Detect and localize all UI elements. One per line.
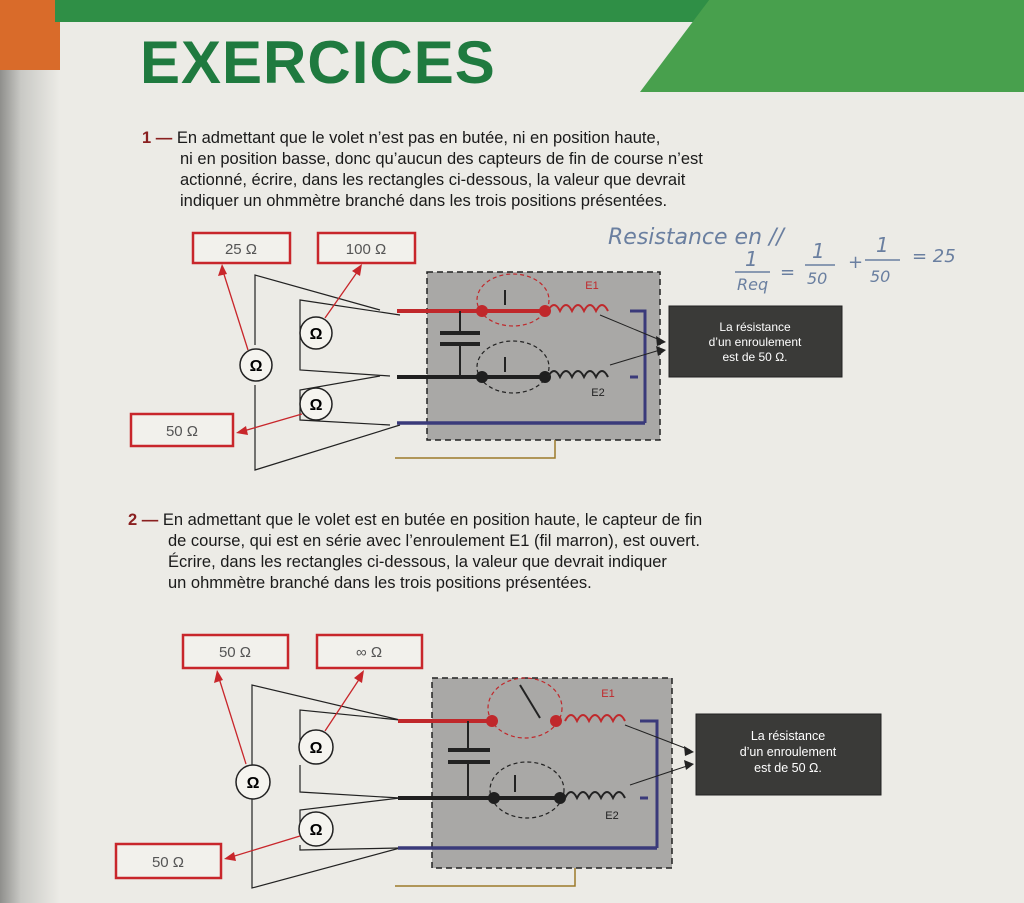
answer-value: 50 Ω — [218, 644, 252, 661]
svg-text:50: 50 — [807, 269, 828, 288]
ohm-symbol: Ω — [246, 775, 260, 792]
coil-label: E2 — [591, 387, 605, 399]
svg-text:+: + — [848, 252, 864, 273]
page-title: EXERCICES — [140, 29, 496, 96]
exercise-2-line: de course, qui est en série avec l’enroulement E1 (fil marron), est ouvert. — [168, 532, 700, 550]
answer-value: ∞ Ω — [355, 644, 383, 661]
svg-text:=: = — [780, 262, 796, 283]
answer-value: 25 Ω — [224, 241, 258, 258]
callout-line: d’un enroulement — [739, 745, 837, 759]
callout-line: est de 50 Ω. — [722, 350, 788, 364]
callout-line: est de 50 Ω. — [754, 761, 822, 775]
ohm-symbol: Ω — [309, 397, 323, 414]
callout-line: d’un enroulement — [708, 335, 802, 349]
answer-value: 50 Ω — [165, 423, 199, 440]
svg-text:= 25: = 25 — [912, 246, 956, 267]
svg-text:50: 50 — [870, 267, 891, 286]
svg-text:1: 1 — [812, 239, 825, 263]
callout-line: La résistance — [750, 729, 826, 743]
exercise-1-line: ni en position basse, donc qu’aucun des capteurs de fin de course n’est — [180, 150, 703, 168]
diagram-1 — [131, 225, 956, 470]
exercise-1-line: indiquer un ohmmètre branché dans les trois positions présentées. — [180, 192, 668, 210]
answer-value: 100 Ω — [345, 241, 387, 258]
exercise-1-number: 1 — — [142, 129, 173, 147]
ohm-symbol: Ω — [309, 822, 323, 839]
ohm-symbol: Ω — [249, 358, 263, 375]
callout-line: La résistance — [719, 320, 791, 334]
exercise-1-line: En admettant que le volet n’est pas en butée, ni en position haute, — [176, 129, 661, 147]
coil-label: E1 — [601, 688, 615, 700]
exercise-1-line: actionné, écrire, dans les rectangles ci-dessous, la valeur que devrait — [180, 171, 686, 189]
svg-text:1: 1 — [745, 247, 758, 271]
answer-value: 50 Ω — [151, 854, 185, 871]
svg-text:1: 1 — [876, 233, 889, 257]
ohm-symbol: Ω — [309, 740, 323, 757]
coil-label: E1 — [585, 280, 599, 292]
exercise-2-number: 2 — — [128, 511, 159, 529]
diagram-2 — [116, 635, 881, 888]
component-box — [427, 272, 660, 440]
coil-label: E2 — [605, 810, 619, 822]
ohm-symbol: Ω — [309, 326, 323, 343]
exercise-2-line: un ohmmètre branché dans les trois positions présentées. — [168, 574, 592, 592]
exercise-2-line: En admettant que le volet est en butée en position haute, le capteur de fin — [162, 511, 703, 529]
exercise-2-line: Écrire, dans les rectangles ci-dessous, la valeur que devrait indiquer — [168, 553, 667, 571]
svg-text:Req: Req — [737, 275, 769, 294]
handwritten-note: Resistance en // — [608, 225, 784, 250]
